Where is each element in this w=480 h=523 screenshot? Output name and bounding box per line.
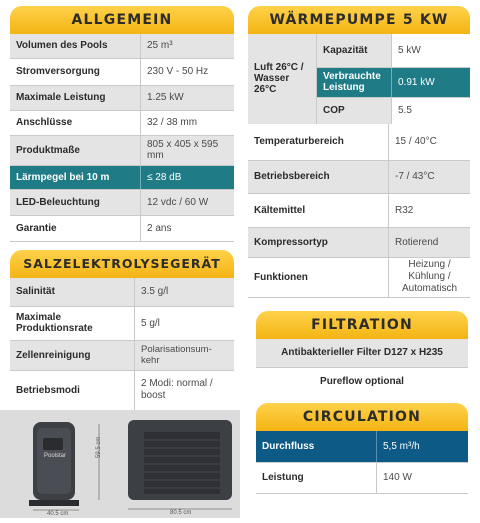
waerme-header: WÄRMEPUMPE 5 KW (248, 6, 470, 34)
table-row (10, 370, 234, 410)
table-row (248, 227, 470, 257)
product-photo-back (120, 410, 240, 518)
device-front-illustration (0, 410, 120, 518)
waerme-sub-table (248, 34, 470, 125)
spec-value: 15 / 40°C (389, 124, 471, 160)
spec-value: -7 / 43°C (389, 160, 471, 193)
spec-value: 12 vdc / 60 W (141, 189, 235, 215)
salz-header: SALZELEKTROLYSEGERÄT (10, 250, 234, 278)
spec-label: Maximale Produktionsrate (10, 306, 135, 340)
allgemein-header: ALLGEMEIN (10, 6, 234, 34)
table-row (10, 34, 234, 58)
spec-value: 32 / 38 mm (141, 110, 235, 135)
spec-label: Betriebsbereich (248, 160, 389, 193)
spec-value: 5 kW (392, 34, 471, 67)
spec-label: COP (317, 97, 392, 124)
waerme-table (248, 124, 470, 298)
spec-label: Garantie (10, 215, 141, 241)
table-row (10, 58, 234, 85)
spec-value: 25 m³ (141, 34, 235, 58)
table-row (248, 193, 470, 227)
spec-label: Stromversorgung (10, 58, 141, 85)
table-row (10, 278, 234, 306)
spec-label: Verbrauchte Leistung (317, 67, 392, 97)
table-row (248, 257, 470, 297)
dimension-height: 59.5 cm (96, 436, 102, 458)
filtration-table (256, 339, 468, 395)
spec-label: Temperaturbereich (248, 124, 389, 160)
spec-label: Funktionen (248, 257, 389, 297)
spec-label: Durchfluss (256, 431, 377, 462)
spec-value: 2 Modi: normal / boost (135, 370, 235, 410)
spec-label: Produktmaße (10, 135, 141, 165)
table-row (10, 189, 234, 215)
allgemein-table (10, 34, 234, 242)
spec-label: Kompressortyp (248, 227, 389, 257)
spec-label: Lärmpegel bei 10 m (10, 165, 141, 189)
table-row (248, 160, 470, 193)
spec-label: Volumen des Pools (10, 34, 141, 58)
spec-label: Salinität (10, 278, 135, 306)
spec-value: 5 g/l (135, 306, 235, 340)
table-row (248, 124, 470, 160)
spec-value: Polarisationsum-kehr (135, 340, 235, 370)
dimension-width: 40.5 cm (47, 511, 69, 517)
table-row (10, 135, 234, 165)
filtration-option: Pureflow optional (256, 367, 468, 395)
table-row-highlight (10, 165, 234, 189)
product-photo-front (0, 410, 120, 518)
table-row (10, 340, 234, 370)
spec-value: 1.25 kW (141, 85, 235, 110)
spec-label: Leistung (256, 462, 377, 493)
spec-value: ≤ 28 dB (141, 165, 235, 189)
brand-logo: Poolstar (44, 453, 67, 459)
salz-table (10, 278, 234, 411)
spec-label: LED-Beleuchtung (10, 189, 141, 215)
spec-value: R32 (389, 193, 471, 227)
table-row (256, 462, 468, 493)
table-row (256, 339, 468, 367)
spec-value: 805 x 405 x 595 mm (141, 135, 235, 165)
circulation-header: CIRCULATION (256, 403, 468, 431)
filtration-header: FILTRATION (256, 311, 468, 339)
table-row (248, 34, 470, 67)
table-row (10, 110, 234, 135)
spec-value: 5.5 (392, 97, 471, 124)
spec-value: 0.91 kW (392, 67, 471, 97)
spec-value: 2 ans (141, 215, 235, 241)
spec-value: Heizung / Kühlung / Automatisch (389, 257, 471, 297)
condition-label: Luft 26°C / Wasser 26°C (248, 34, 317, 124)
spec-value: 140 W (377, 462, 469, 493)
spec-value: 230 V - 50 Hz (141, 58, 235, 85)
spec-label: Kältemittel (248, 193, 389, 227)
spec-label: Kapazität (317, 34, 392, 67)
table-row (10, 215, 234, 241)
table-row (256, 367, 468, 395)
device-back-illustration (120, 410, 240, 518)
filtration-filter: Antibakterieller Filter D127 x H235 (256, 339, 468, 367)
spec-label: Betriebsmodi (10, 370, 135, 410)
table-row (10, 85, 234, 110)
spec-label: Zellenreinigung (10, 340, 135, 370)
table-row (10, 306, 234, 340)
spec-value: 3.5 g/l (135, 278, 235, 306)
spec-value: Rotierend (389, 227, 471, 257)
spec-label: Anschlüsse (10, 110, 141, 135)
circulation-table (256, 431, 468, 494)
table-row-highlight (256, 431, 468, 462)
spec-value: 5,5 m³/h (377, 431, 469, 462)
spec-label: Maximale Leistung (10, 85, 141, 110)
dimension-width: 80.5 cm (170, 510, 192, 516)
